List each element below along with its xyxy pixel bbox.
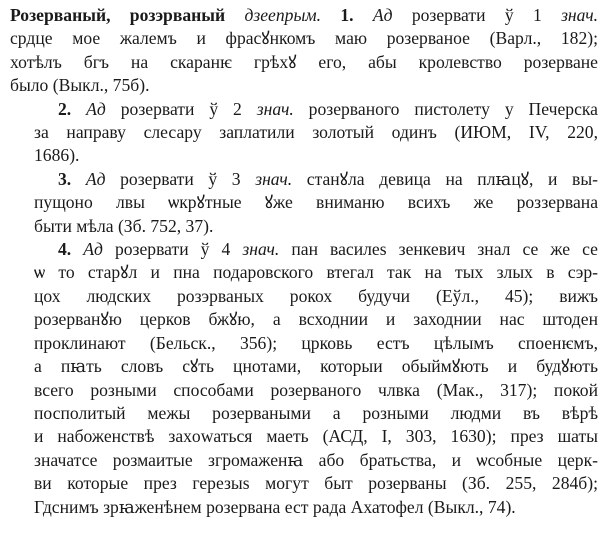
text-line (10, 144, 598, 167)
text-run: ѡ то старꙋл и пна подаровского втегал так на тых злых в сэр- (34, 262, 598, 283)
part-of-speech: дзеепрым. (244, 5, 321, 25)
text-line (10, 332, 598, 355)
italic-run: Ад (372, 5, 393, 25)
text-line (10, 402, 598, 425)
text-run: 1686). (34, 145, 80, 166)
text-line (10, 425, 598, 448)
text-run: розервати ў 4 (102, 239, 243, 260)
text-line (10, 285, 598, 308)
text-line (10, 4, 598, 27)
text-line (10, 168, 598, 191)
sense-number: 2. (58, 98, 72, 119)
sense-number: 4. (58, 239, 72, 260)
text-run: всего розными способами розерваного члвка (Мак., 317); покой (34, 379, 598, 400)
text-run: розервати ў 2 (105, 98, 257, 119)
text-line (10, 496, 598, 519)
text-line (10, 379, 598, 402)
text-line (10, 238, 598, 261)
text-line (10, 308, 598, 331)
text-line (10, 51, 598, 74)
text-run: пан василеѕ зенкевич знал се же се (279, 239, 598, 260)
text-run: значатсе розмаитые згромаженꙗ або братьства, и ѡсобные церк- (34, 449, 598, 470)
text-run: розерваного пистолету у Печерска (293, 98, 598, 119)
text-line (10, 74, 598, 97)
text-line (10, 191, 598, 214)
text-line (10, 215, 598, 238)
sense-4 (10, 238, 598, 519)
italic-run: Ад (86, 98, 106, 119)
text-run: ви которые през герезыѕ могут быт розерваны (Зб. 255, 284б); (34, 473, 598, 494)
text-run: за направу слесару заплатили золотый одинъ (ИЮМ, IV, 220, (34, 122, 598, 143)
sense-2 (10, 98, 598, 168)
italic-run: Ад (85, 168, 106, 189)
text-run: и набоженствѣ захowаться маеть (АСД, I, 303, 1630); през шаты (34, 426, 598, 447)
text-run: проклинают (Бельск., 356); црковь естъ цѣлымъ споенѥмъ, (34, 332, 598, 353)
italic-run: знач. (242, 239, 280, 260)
text-line (10, 121, 598, 144)
text-run: цох людских розэрваных рокох будучи (Еўл., 45); вижъ (34, 285, 598, 306)
text-run: розервати ў 1 (392, 5, 562, 25)
italic-run: знач. (561, 5, 599, 25)
text-run: а пꙗть словъ сꙋть цнотами, которыи обыймꙋють и будꙋють (34, 356, 598, 377)
sense-3 (10, 168, 598, 238)
text-line (10, 449, 598, 472)
text-run: было (Выкл., 75б). (10, 75, 150, 96)
sense-number: 1. (340, 5, 354, 25)
text-run: быти мѣла (Зб. 752, 37). (34, 215, 214, 236)
text-line (10, 261, 598, 284)
italic-run: знач. (255, 168, 293, 189)
sense-number: 3. (58, 168, 72, 189)
italic-run: Ад (83, 239, 103, 260)
text-run: срдце мое жалемъ и фрасꙋнкомъ маю розерваное (Варл., 182); (10, 28, 598, 49)
text-line (10, 27, 598, 50)
sense-1 (10, 4, 598, 98)
text-run: хотѣлъ бгъ на скаранѥ грѣхꙋ его, абы кролевство розерване (10, 51, 598, 72)
text-run: розервати ў 3 (105, 168, 256, 189)
headword: Розерваный, розэрваный (10, 5, 226, 25)
text-line (10, 98, 598, 121)
text-run: Гдснимъ зрꙗженѣнем розервана ест рада Ахатофел (Выкл., 74). (34, 496, 516, 517)
text-run: посполитый межы розерваными а розными людми въ вѣрѣ (34, 402, 598, 423)
text-line (10, 472, 598, 495)
italic-run: знач. (256, 98, 294, 119)
text-run: розерванꙋю церков бжꙋю, а всходнии и заходнии нас штоден (34, 309, 598, 330)
text-line (10, 355, 598, 378)
text-run: станꙋла девица на плꙗцꙋ, и вы- (292, 168, 599, 189)
text-run: пущоно лвы ѡкрꙋтные ꙋже вниманю всихъ же роззервана (34, 192, 598, 213)
